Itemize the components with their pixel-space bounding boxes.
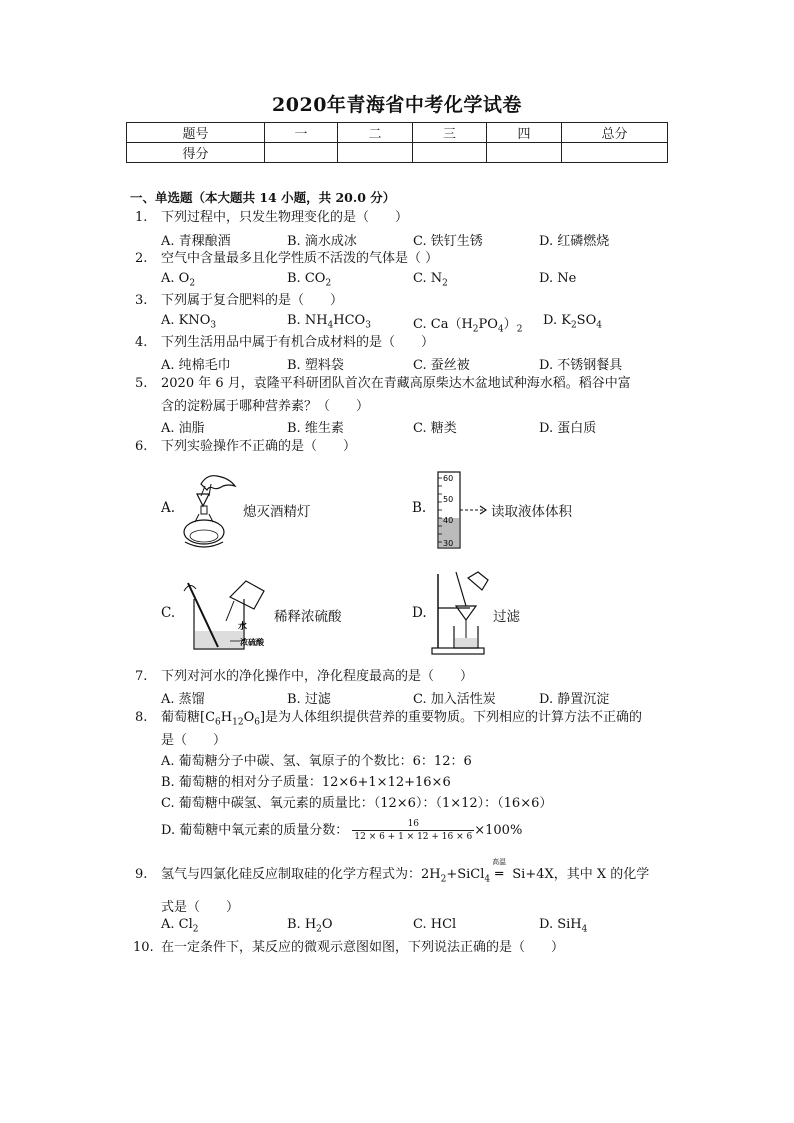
question-8-text-line2: 是（ ）	[161, 733, 227, 748]
question-text: 在一定条件下，某反应的微观示意图如图，下列说法正确的是（ ）	[161, 940, 565, 955]
section-heading: 一、单选题（本大题共 14 小题，共 20.0 分）	[130, 190, 396, 205]
option-d-label: 过滤	[493, 609, 520, 625]
score-table	[126, 122, 668, 163]
question-9: 9. 氢气与四氯化硅反应制取硅的化学方程式为：$2H_2+SiCl_4$ 高温 ═ Si+4X，其中 X 的化学	[135, 858, 650, 885]
alcohol-lamp-illustration	[175, 470, 245, 552]
question-text: 下列对河水的净化操作中，净化程度最高的是（ ）	[161, 669, 474, 684]
question-2-options	[161, 271, 681, 289]
question-6	[135, 437, 675, 457]
question-4	[135, 333, 675, 353]
question-text: 葡萄糖[C	[161, 710, 216, 725]
question-number: 3.	[135, 293, 148, 308]
question-text: 下列生活用品中属于有机合成材料的是（ ）	[161, 335, 435, 350]
option-a-label: 熄灭酒精灯	[243, 504, 311, 520]
option-a: A. 蒸馏	[161, 692, 205, 707]
question-4-options	[161, 354, 681, 373]
table-cell	[265, 143, 338, 163]
option-a: A. 葡萄糖分子中碳、氢、氧原子的个数比：6：12：6	[161, 754, 472, 769]
question-text-cont: Si+4X，其中 X 的化学	[508, 867, 650, 882]
page-title: 2020年青海省中考化学试卷	[272, 94, 522, 116]
question-number: 1.	[135, 210, 148, 225]
question-1	[135, 208, 675, 228]
question-10	[135, 938, 675, 958]
option-b: B. 塑料袋	[287, 358, 344, 373]
option-c: C.	[161, 605, 176, 621]
filtration-illustration	[430, 570, 490, 656]
question-text-cont: ]是为人体组织提供营养的重要物质。下列相应的计算方法不正确的	[259, 710, 643, 725]
option-b: B. $NH_4HCO_3$	[287, 313, 371, 331]
score-table-score-row	[127, 143, 668, 163]
option-a: A. 青稞酿酒	[161, 234, 231, 249]
question-5-options	[161, 417, 681, 436]
question-number: 5.	[135, 376, 148, 391]
option-d: D.	[412, 605, 427, 621]
question-number: 10.	[133, 940, 154, 955]
option-c: C. 糖类	[413, 421, 457, 436]
table-cell: 一	[265, 123, 338, 143]
table-cell: 三	[413, 123, 487, 143]
option-c: C. 蚕丝被	[413, 358, 470, 373]
option-d: D. 红磷燃烧	[539, 234, 610, 249]
option-b: B. 维生素	[287, 421, 344, 436]
question-3-options	[161, 313, 681, 335]
question-text: 下列过程中，只发生物理变化的是（ ）	[161, 210, 409, 225]
question-number: 9.	[135, 867, 148, 882]
question-2	[135, 249, 675, 269]
reaction-condition: 高温 ═	[492, 858, 507, 882]
question-9-options	[161, 917, 681, 935]
option-b-label: 读取液体体积	[491, 504, 572, 520]
option-d: D. 蛋白质	[539, 421, 597, 436]
acid-label: 浓硫酸	[240, 638, 264, 647]
option-d: D. $K_2SO_4$	[543, 313, 602, 331]
question-text: 2020 年 6 月，袁隆平科研团队首次在青藏高原柴达木盆地试种海水稻。稻谷中富	[161, 376, 631, 391]
option-c: C. $Ca(H_2PO_4)_2$	[413, 317, 523, 335]
option-c: C. 葡萄糖中碳氢、氧元素的质量比：（12×6）：（1×12）：（16×6）	[161, 796, 553, 811]
option-c: C. 铁钉生锈	[413, 234, 483, 249]
cylinder-tick-label: 30	[443, 539, 454, 548]
question-text: 下列属于复合肥料的是（ ）	[161, 293, 344, 308]
option-c: C. $N_2$	[413, 271, 448, 289]
option-d: D. 静置沉淀	[539, 692, 610, 707]
option-c: C. HCl	[413, 917, 457, 932]
option-d: D. Ne	[539, 271, 577, 286]
question-number: 6.	[135, 439, 148, 454]
cylinder-tick-label: 50	[443, 495, 454, 504]
question-3	[135, 291, 675, 311]
table-cell: 二	[338, 123, 413, 143]
table-cell: 题号	[127, 123, 265, 143]
option-a: A.	[161, 500, 176, 516]
dilute-acid-illustration	[182, 577, 272, 653]
question-text: 下列实验操作不正确的是（ ）	[161, 439, 357, 454]
option-d: D. 不锈钢餐具	[539, 358, 623, 373]
question-7-options	[161, 688, 681, 707]
option-c-label: 稀释浓硫酸	[274, 609, 342, 625]
question-number: 7.	[135, 669, 148, 684]
table-cell	[413, 143, 487, 163]
water-label: 水	[238, 622, 248, 632]
question-5	[135, 374, 675, 394]
question-number: 2.	[135, 251, 148, 266]
option-b: B. $H_2O$	[287, 917, 333, 935]
table-cell: 四	[487, 123, 562, 143]
table-cell	[487, 143, 562, 163]
graduated-cylinder-illustration	[428, 470, 488, 550]
option-b: B. 滴水成冰	[287, 234, 357, 249]
option-a: A. $KNO_3$	[161, 313, 217, 331]
table-cell	[562, 143, 668, 163]
option-c: C. 加入活性炭	[413, 692, 496, 707]
question-text: 氢气与四氯化硅反应制取硅的化学方程式为：2H	[161, 867, 441, 882]
score-table-header-row	[127, 123, 668, 143]
option-b: B. 葡萄糖的相对分子质量：12×6+1×12+16×6	[161, 775, 451, 790]
question-8: 8. 葡萄糖$[C_6H_{12}O_6]$是为人体组织提供营养的重要物质。下列相应的计算方法不正确的	[135, 710, 643, 728]
option-b: B.	[412, 500, 427, 516]
table-cell: 总分	[562, 123, 668, 143]
cylinder-tick-label: 60	[443, 474, 454, 483]
option-a: A. 纯棉毛巾	[161, 358, 231, 373]
table-cell	[338, 143, 413, 163]
table-cell: 得分	[127, 143, 265, 163]
question-number: 8.	[135, 710, 148, 725]
mass-fraction: $\frac{16}{12 \times 6 + 1 \times 12 + 16 \times 6}$	[354, 819, 473, 842]
cylinder-tick-label: 40	[443, 516, 454, 525]
option-b: B. 过滤	[287, 692, 331, 707]
option-a: A. $O_2$	[161, 271, 196, 289]
question-1-options	[161, 230, 681, 249]
option-d: D. 葡萄糖中氧元素的质量分数： $\frac{16}{12 \times 6 + 1 \times 12 + 16 \times 6}$ ×100%	[161, 819, 523, 842]
option-a: A. 油脂	[161, 421, 205, 436]
question-number: 4.	[135, 335, 148, 350]
question-9-text-line2: 式是（ ）	[161, 900, 240, 915]
question-text: 空气中含量最多且化学性质不活泼的气体是（ ）	[161, 251, 439, 266]
option-b: B. $CO_2$	[287, 271, 332, 289]
option-a: A. $Cl_2$	[161, 917, 199, 935]
option-d: D. SiH$_4$	[539, 917, 588, 935]
question-7	[135, 667, 675, 687]
question-5-text-line2: 含的淀粉属于哪种营养素？（ ）	[161, 399, 370, 414]
